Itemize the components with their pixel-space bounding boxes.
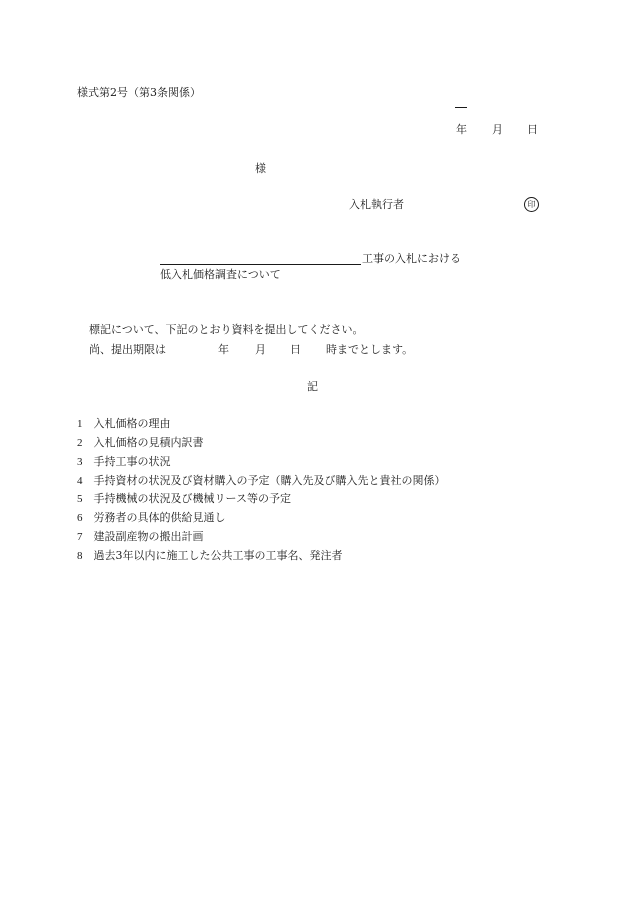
subject-line2: 低入札価格調査について bbox=[160, 268, 281, 281]
list-item bbox=[77, 455, 171, 469]
issuer-title: 入札執行者 bbox=[349, 198, 404, 211]
item-number: 6 bbox=[77, 512, 83, 524]
item-number: 5 bbox=[77, 493, 83, 505]
item-text: 過去3年以内に施工した公共工事の工事名、発注者 bbox=[93, 549, 343, 562]
date-year: 年 bbox=[456, 123, 467, 136]
item-text: 労務者の具体的供給見通し bbox=[93, 511, 226, 524]
item-text: 入札価格の理由 bbox=[93, 417, 171, 430]
list-item bbox=[77, 417, 171, 431]
body-line2-year: 年 bbox=[218, 343, 229, 356]
list-item bbox=[77, 436, 204, 450]
item-text: 入札価格の見積内訳書 bbox=[93, 436, 204, 449]
item-text: 建設副産物の搬出計画 bbox=[93, 530, 204, 543]
body-line2-prefix: 尚、提出期限は bbox=[89, 343, 166, 356]
list-item bbox=[77, 549, 343, 563]
item-number: 3 bbox=[77, 456, 83, 468]
item-number: 2 bbox=[77, 437, 83, 449]
item-text: 手持機械の状況及び機械リース等の予定 bbox=[93, 492, 291, 505]
item-number: 1 bbox=[77, 418, 83, 430]
subject-blank-line bbox=[160, 264, 361, 265]
item-text: 手持資材の状況及び資材購入の予定（購入先及び購入先と貴社の関係） bbox=[93, 474, 446, 487]
form-label: 様式第2号（第3条関係） bbox=[77, 86, 201, 99]
date-month: 月 bbox=[492, 123, 503, 136]
addressee-suffix: 様 bbox=[255, 162, 266, 175]
body-line1: 標記について、下記のとおり資料を提出してください。 bbox=[89, 323, 364, 336]
seal-mark: 印 bbox=[524, 197, 539, 212]
date-day: 日 bbox=[527, 123, 538, 136]
list-item bbox=[77, 492, 291, 506]
item-number: 8 bbox=[77, 550, 83, 562]
list-item bbox=[77, 530, 204, 544]
item-number: 4 bbox=[77, 475, 83, 487]
item-text: 手持工事の状況 bbox=[93, 455, 171, 468]
list-item bbox=[77, 474, 446, 488]
body-line2-day: 日 bbox=[290, 343, 301, 356]
list-item bbox=[77, 511, 226, 525]
subject-line1: 工事の入札における bbox=[362, 252, 461, 265]
body-line2-suffix: 時までとします。 bbox=[326, 343, 414, 356]
item-number: 7 bbox=[77, 531, 83, 543]
date-dash bbox=[455, 107, 467, 108]
ki-heading: 記 bbox=[307, 380, 318, 393]
body-line2-month: 月 bbox=[255, 343, 266, 356]
